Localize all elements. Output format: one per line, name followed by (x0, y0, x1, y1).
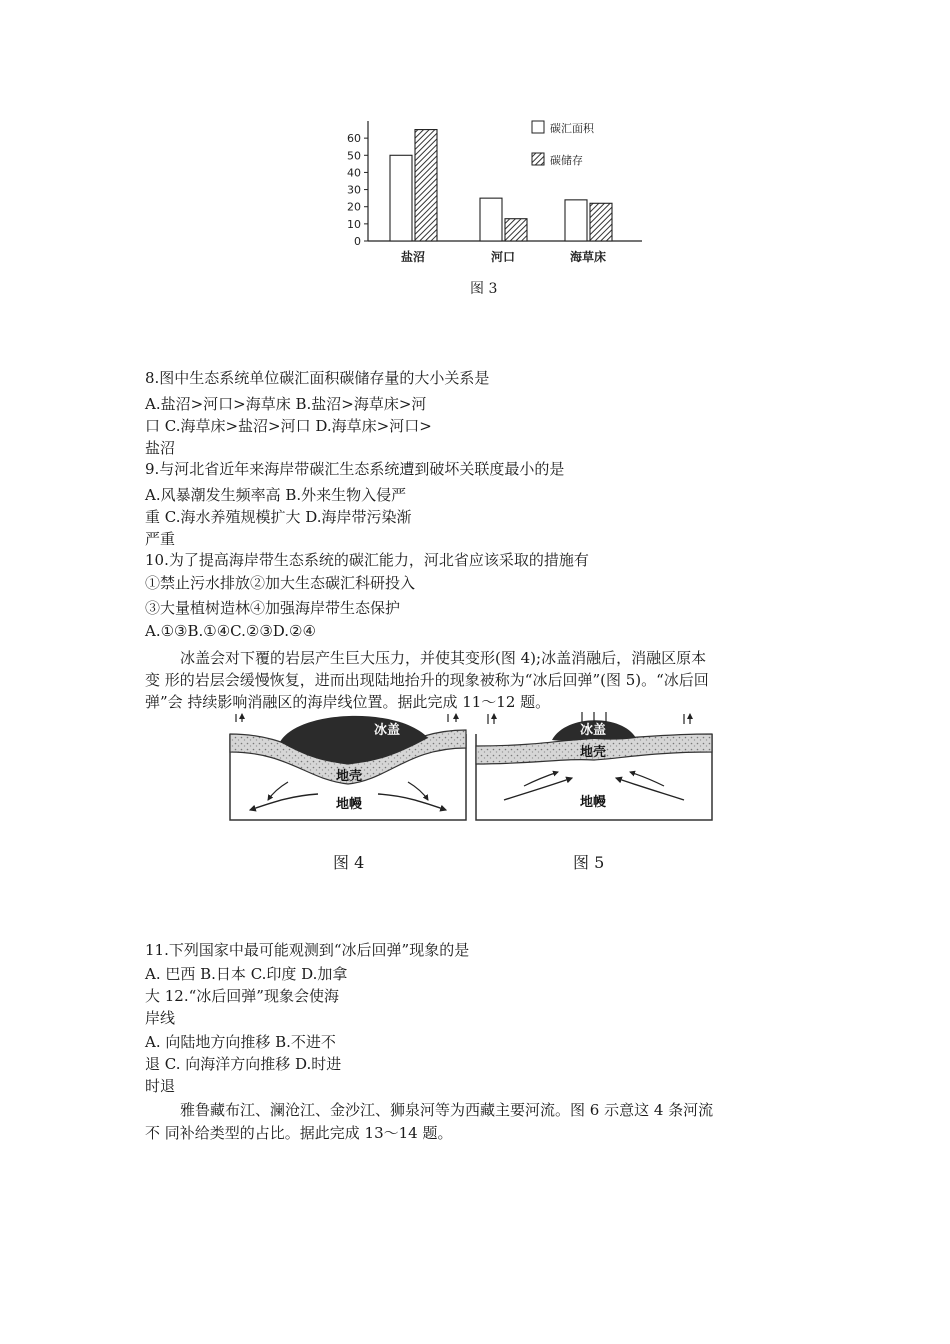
q10-items-line1: ①禁止污水排放②加大生态碳汇科研投入 (145, 574, 416, 592)
y-tick-label: 0 (354, 235, 361, 248)
bar-sink-area-1 (480, 198, 502, 241)
passage1-line2: 变 形的岩层会缓慢恢复，进而出现陆地抬升的现象被称为“冰后回弹”(图 5)。“冰后回 (145, 671, 709, 689)
q9-options-line2: 重 C.海水养殖规模扩大 D.海岸带污染渐 (145, 508, 412, 526)
y-tick-label: 20 (347, 200, 361, 214)
category-label: 盐沼 (400, 250, 426, 264)
q8-options-line2: 口 C.海草床>盐沼>河口 D.海草床>河口> (145, 417, 432, 435)
figure4-diagram (228, 712, 468, 824)
figure5-crust-label: 地壳 (580, 745, 607, 760)
q12-options-line1: A. 向陆地方向推移 B.不进不 (145, 1033, 336, 1051)
q8-stem: 8.图中生态系统单位碳汇面积碳储存量的大小关系是 (145, 369, 490, 387)
figure4-caption: 图 4 (333, 853, 365, 872)
q11-options-line3: 岸线 (145, 1009, 176, 1027)
figure3-caption: 图 3 (470, 281, 498, 297)
q12-options-line3: 时退 (145, 1077, 176, 1095)
q9-options-line1: A.风暴潮发生频率高 B.外来生物入侵严 (145, 486, 407, 504)
q11-options-line1: A. 巴西 B.日本 C.印度 D.加拿 (145, 965, 348, 983)
q10-options: A.①③B.①④C.②③D.②④ (145, 622, 316, 640)
category-label: 河口 (490, 250, 516, 264)
bar-sink-area-0 (390, 155, 412, 241)
bar-storage-2 (590, 203, 612, 241)
figure5-mantle-label: 地幔 (580, 795, 607, 810)
passage2-line2: 不 同补给类型的占比。据此完成 13～14 题。 (145, 1124, 453, 1142)
q8-options-line3: 盐沼 (145, 439, 176, 457)
legend-swatch (532, 121, 544, 133)
figure5-caption: 图 5 (573, 853, 605, 872)
y-tick-label: 60 (347, 132, 361, 146)
legend-label: 碳储存 (550, 154, 583, 167)
y-tick-label: 40 (347, 166, 361, 180)
legend-swatch (532, 153, 544, 165)
q9-stem: 9.与河北省近年来海岸带碳汇生态系统遭到破坏关联度最小的是 (145, 460, 565, 478)
bar-sink-area-2 (565, 200, 587, 241)
q8-options-line1: A.盐沼>河口>海草床 B.盐沼>海草床>河 (145, 395, 427, 413)
figure4-ice-label: 冰盖 (374, 723, 401, 738)
y-tick-label: 10 (347, 217, 361, 231)
category-label: 海草床 (569, 250, 607, 264)
passage2-line1: 雅鲁藏布江、澜沧江、金沙江、狮泉河等为西藏主要河流。图 6 示意这 4 条河流 (180, 1101, 714, 1119)
q11-options-line2: 大 12.“冰后回弹”现象会使海 (145, 987, 339, 1005)
bar-storage-1 (505, 219, 527, 241)
passage1-line3: 弹”会 持续影响消融区的海岸线位置。据此完成 11～12 题。 (145, 693, 551, 711)
bar-storage-0 (415, 130, 437, 241)
figure5-ice-label: 冰盖 (580, 723, 607, 738)
legend-label: 碳汇面积 (550, 122, 594, 135)
passage1-line1: 冰盖会对下覆的岩层产生巨大压力，并使其变形(图 4);冰盖消融后，消融区原本 (180, 649, 707, 667)
figure5-diagram (474, 712, 714, 824)
q10-stem: 10.为了提高海岸带生态系统的碳汇能力，河北省应该采取的措施有 (145, 551, 589, 569)
q12-options-line2: 退 C. 向海洋方向推移 D.时进 (145, 1055, 342, 1073)
figure4-crust-label: 地壳 (336, 769, 363, 784)
figure3-chart (330, 115, 650, 305)
y-tick-label: 50 (347, 149, 361, 163)
y-tick-label: 30 (347, 183, 361, 197)
q11-stem: 11.下列国家中最可能观测到“冰后回弹”现象的是 (145, 941, 470, 959)
q9-options-line3: 严重 (145, 530, 176, 548)
q10-items-line2: ③大量植树造林④加强海岸带生态保护 (145, 599, 401, 617)
figure4-mantle-label: 地幔 (336, 797, 363, 812)
